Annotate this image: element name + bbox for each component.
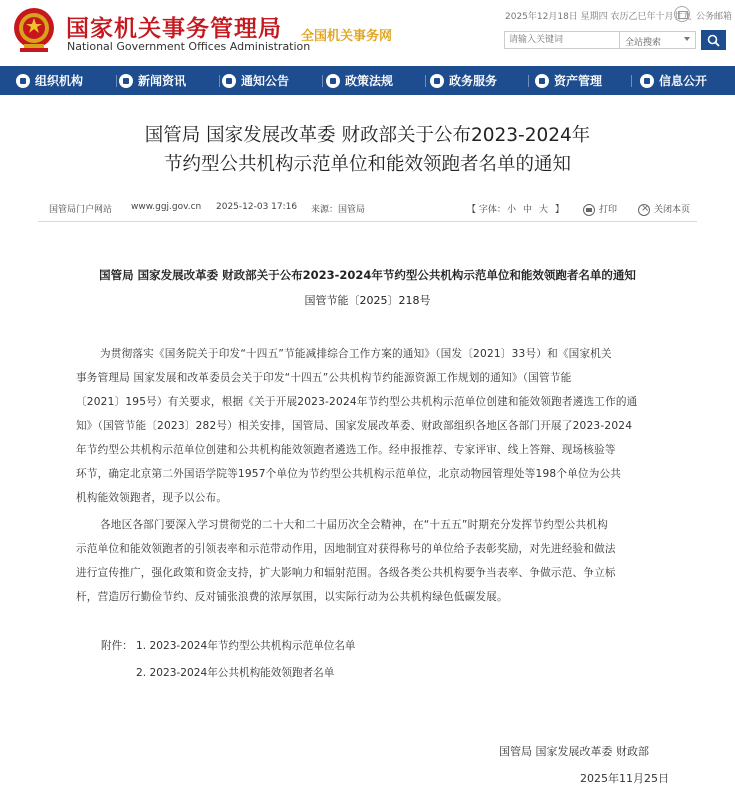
nav-divider	[631, 75, 632, 87]
asset-icon	[535, 74, 549, 88]
service-icon	[430, 74, 444, 88]
news-icon	[119, 74, 133, 88]
page-title: 国管局 国家发展改革委 财政部关于公布2023-2024年	[144, 125, 591, 146]
nav-item-asset[interactable]	[535, 66, 602, 95]
nav-label: 政策法规	[345, 74, 394, 88]
policy-icon	[326, 74, 340, 88]
source-text: 来源：国管局	[311, 205, 366, 215]
paragraph-1-line: 知》（国管节能〔2023〕282号）相关安排，国管局、国家发展改革委、财政部组织各地区各部门开展了2023-2024	[76, 420, 633, 432]
nav-label: 通知公告	[241, 74, 290, 88]
site-title-en: National Government Offices Administration	[67, 40, 311, 53]
attachment-link-2[interactable]: 2. 2023-2024年公共机构能效领跑者名单	[136, 667, 335, 679]
nav-label: 新闻资讯	[138, 74, 187, 88]
paragraph-1-line: 机构能效领跑者，现予以公布。	[76, 492, 228, 504]
nav-label: 资产管理	[554, 74, 603, 88]
font-medium-button[interactable]: 中	[523, 205, 533, 215]
search-button[interactable]	[701, 30, 726, 50]
paragraph-2-line: 进行宣传推广，强化政策和资金支持，扩大影响力和辐射范围。各级各类公共机构要争当表率、争做示范、争立标	[76, 567, 616, 579]
document-title: 国管局 国家发展改革委 财政部关于公布2023-2024年节约型公共机构示范单位和能效领跑者名单的通知	[99, 268, 636, 282]
document-number: 国管节能〔2025〕218号	[304, 294, 431, 307]
search-icon	[707, 34, 720, 47]
attachment-link-1[interactable]: 1. 2023-2024年节约型公共机构示范单位名单	[136, 640, 356, 652]
font-size-label: 【 字体：	[467, 205, 506, 215]
nav-divider	[219, 75, 220, 87]
site-url-link[interactable]: www.ggj.gov.cn	[131, 202, 202, 212]
nav-item-notice[interactable]	[222, 66, 289, 95]
chevron-down-icon	[684, 37, 690, 41]
paragraph-1-line: 事务管理局 国家发展和改革委员会关于印发“十四五”公共机构节约能源资源工作规划的通知》（国管节能	[76, 372, 572, 384]
info-icon	[640, 74, 654, 88]
paragraph-2-line: 示范单位和能效领跑者的引领表率和示范带动作用，因地制宜对获得称号的单位给予表彰奖励，对先进经验和做法	[76, 543, 616, 555]
notice-icon	[222, 74, 236, 88]
nav-item-info[interactable]	[640, 66, 707, 95]
mail-link[interactable]: 公务邮箱	[696, 12, 733, 22]
mail-icon[interactable]	[674, 6, 690, 22]
paragraph-2-line: 杆，营造厉行勤俭节约、反对铺张浪费的浓厚氛围，以实际行动为公共机构绿色低碳发展。	[76, 591, 508, 603]
attachment-label: 附件：	[101, 640, 133, 652]
site-name: 国管局门户网站	[49, 205, 113, 215]
nav-label: 政务服务	[449, 74, 498, 88]
network-link[interactable]: 全国机关事务网	[301, 29, 393, 44]
date-text: 2025年12月18日 星期四 农历乙巳年十月廿九	[505, 12, 692, 22]
close-icon	[638, 204, 650, 216]
meta-divider	[38, 221, 697, 222]
print-button[interactable]	[583, 202, 617, 216]
nav-label: 信息公开	[659, 74, 708, 88]
paragraph-1-line: 为贯彻落实《国务院关于印发“十四五”节能减排综合工作方案的通知》（国发〔2021〕33号）和《国家机关	[100, 348, 612, 360]
sign-date: 2025年11月25日	[580, 772, 669, 785]
nav-item-org[interactable]	[16, 66, 83, 95]
search-scope-label: 全站搜索	[625, 38, 662, 48]
paragraph-2-line: 各地区各部门要深入学习贯彻党的二十大和二十届历次全会精神，在“十五五”时期充分发挥节约型公共机构	[100, 519, 608, 531]
print-label: 打印	[599, 205, 618, 215]
paragraph-1-line: 〔2021〕195号）有关要求，根据《关于开展2023-2024年节约型公共机构示范单位创建和能效领跑者遴选工作的通	[76, 396, 638, 408]
page-title-line2: 节约型公共机构示范单位和能效领跑者名单的通知	[163, 154, 571, 175]
nav-divider	[116, 75, 117, 87]
print-icon	[583, 204, 595, 216]
nav-item-policy[interactable]	[326, 66, 393, 95]
font-size-close: 】	[555, 205, 565, 215]
close-label: 关闭本页	[654, 205, 691, 215]
paragraph-1-line: 环节，确定北京第二外国语学院等1957个单位为节约型公共机构示范单位，北京动物园管理处等198个单位为公共	[76, 468, 622, 480]
nav-item-service[interactable]	[430, 66, 497, 95]
nav-label: 组织机构	[35, 74, 84, 88]
signatories: 国管局 国家发展改革委 财政部	[499, 745, 649, 758]
main-nav	[0, 66, 735, 95]
font-small-button[interactable]: 小	[507, 205, 517, 215]
national-emblem-icon	[12, 6, 56, 54]
search-input[interactable]	[504, 31, 620, 49]
close-page-button[interactable]	[638, 202, 690, 216]
font-large-button[interactable]: 大	[539, 205, 549, 215]
paragraph-1-line: 年节约型公共机构示范单位创建和公共机构能效领跑者遴选工作。经申报推荐、专家评审、线上答辩、现场核验等	[76, 444, 616, 456]
search-scope-select[interactable]	[620, 31, 696, 49]
nav-divider	[425, 75, 426, 87]
site-header	[0, 0, 735, 66]
site-title-cn[interactable]: 国家机关事务管理局	[66, 15, 282, 42]
nav-divider	[528, 75, 529, 87]
nav-item-news[interactable]	[119, 66, 186, 95]
publish-datetime: 2025-12-03 17:16	[216, 202, 298, 212]
org-icon	[16, 74, 30, 88]
nav-divider	[322, 75, 323, 87]
